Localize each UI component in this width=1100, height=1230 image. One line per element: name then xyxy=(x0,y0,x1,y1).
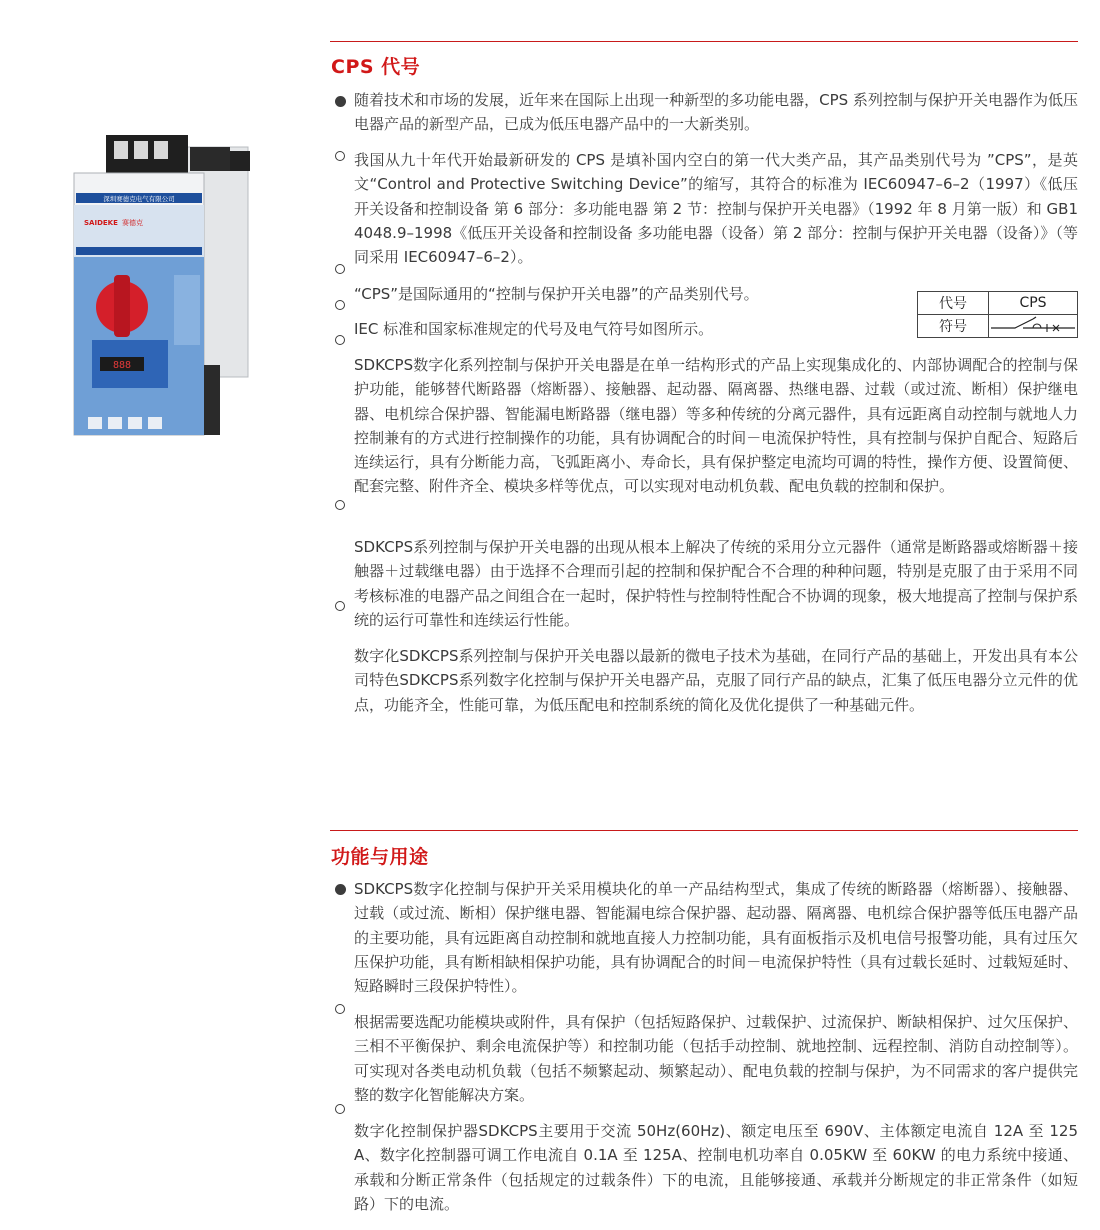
bullet-hollow-icon xyxy=(335,1104,345,1114)
bullet-hollow-icon xyxy=(335,264,345,274)
paragraph: 随着技术和市场的发展，近年来在国际上出现一种新型的多功能电器，CPS 系列控制与保护开关电器作为低压电器产品的新型产品，已成为低压电器产品中的一大新类别。 xyxy=(354,91,1078,134)
paragraph: 数字化控制保护器SDKCPS主要用于交流 50Hz(60Hz)、额定电压至 690V、主体额定电流自 12A 至 125A、数字化控制器可调工作电流自 0.1A 至 125A、控制电机功率自 0.05KW 至 60KW 的电力系统中接通、承载和分断正常条件（包括规定的过载条件）下的电流，且能够接通、承载并分断规定的非正常条件（如短路）下的电流。 xyxy=(354,1122,1078,1213)
electrical-symbol-icon xyxy=(989,315,1078,338)
paragraph: “CPS”是国际通用的“控制与保护开关电器”的产品类别代号。 xyxy=(354,285,759,303)
code-symbol-table xyxy=(917,291,1078,338)
table-value: CPS xyxy=(989,292,1078,315)
paragraph: SDKCPS系列控制与保护开关电器的出现从根本上解决了传统的采用分立元器件（通常是断路器或熔断器＋接触器＋过载继电器）由于选择不合理而引起的控制和保护配合不合理的种种问题，特别是克服了由于采用不同考核标准的电器产品之间组合在一起时，保护特性与控制特性配合不协调的现象，极大地提高了控制与保护系统的运行可靠性和连续运行性能。 xyxy=(354,538,1078,629)
paragraph: 数字化SDKCPS系列控制与保护开关电器以最新的微电子技术为基础，在同行产品的基础上，开发出具有本公司特色SDKCPS系列数字化控制与保护开关电器产品，克服了同行产品的缺点，汇集了低压电器分立元件的优点，功能齐全，性能可靠，为低压配电和控制系统的简化及优化提供了一种基础元件。 xyxy=(354,647,1078,714)
svg-text:888: 888 xyxy=(112,360,132,371)
bullet-hollow-icon xyxy=(335,601,345,611)
logo-text: SAIDEKE xyxy=(84,219,118,227)
paragraph: 我国从九十年代开始最新研发的 CPS 是填补国内空白的第一代大类产品，其产品类别代号为 ”CPS”，是英文“Control and Protective Switching Device”的缩写，其符合的标准为 IEC60947–6–2（1997）《低压开关设备和控制设备 第 6 部分：多功能电器 第 2 节：控制与保护开关电器》（1992 年 8 月第一版）和 GB14048.9–1998《低压开关设备和控制设备 多功能电器（设备）第 2 部分：控制与保护开关电器（设备）》（等同采用 IEC60947–6–2）。 xyxy=(354,151,1078,267)
bullet-hollow-icon xyxy=(335,335,345,345)
paragraph: 根据需要选配功能模块或附件，具有保护（包括短路保护、过载保护、过流保护、断缺相保护、过欠压保护、三相不平衡保护、剩余电流保护等）和控制功能（包括手动控制、就地控制、远程控制、消防自动控制等）。可实现对各类电动机负载（包括不频繁起动、频繁起动）、配电负载的控制与保护，为不同需求的客户提供完整的数字化智能解决方案。 xyxy=(354,1013,1078,1104)
bullet-hollow-icon xyxy=(335,500,345,510)
table-key: 符号 xyxy=(918,315,989,338)
paragraph: SDKCPS数字化控制与保护开关采用模块化的单一产品结构型式，集成了传统的断路器（熔断器）、接触器、过载（或过流、断相）保护继电器、智能漏电综合保护器、起动器、隔离器、电机综合保护器等低压电器产品的主要功能，具有远距离自动控制和就地直接人力控制功能，具有面板指示及机电信号报警功能，具有过压欠压保护功能，具有断相缺相保护功能，具有协调配合的时间－电流保护特性（具有过载长延时、过载短延时、短路瞬时三段保护特性）。 xyxy=(354,880,1078,996)
bullet-filled-icon xyxy=(335,884,346,895)
section-divider xyxy=(330,41,1078,42)
bullet-hollow-icon xyxy=(335,300,345,310)
product-image xyxy=(70,135,270,445)
brand-plate-text: 深圳赛德克电气有限公司 xyxy=(103,195,175,203)
bullet-hollow-icon xyxy=(335,1004,345,1014)
section-title: 功能与用途 xyxy=(331,846,429,868)
paragraph: IEC 标准和国家标准规定的代号及电气符号如图所示。 xyxy=(354,320,714,338)
paragraph: SDKCPS数字化系列控制与保护开关电器是在单一结构形式的产品上实现集成化的、内部协调配合的控制与保护功能，能够替代断路器（熔断器）、接触器、起动器、隔离器、热继电器、过载（或过流、断相）保护继电器、电机综合保护器、智能漏电断路器（继电器）等多种传统的分离元器件，具有远距离自动控制与就地人力控制兼有的方式进行控制操作的功能，具有协调配合的时间－电流保护特性，具有控制与保护自配合、短路后连续运行，具有分断能力高，飞弧距离小、寿命长，具有保护整定电流均可调的特性，操作方便、设置简便、配套完整、附件齐全、模块多样等优点，可以实现对电动机负载、配电负载的控制和保护。 xyxy=(354,356,1078,496)
section-title: CPS 代号 xyxy=(331,56,421,78)
bullet-hollow-icon xyxy=(335,151,345,161)
bullet-filled-icon xyxy=(335,96,346,107)
section-divider xyxy=(330,830,1078,831)
table-key: 代号 xyxy=(918,292,989,315)
svg-text:赛德克: 赛德克 xyxy=(122,219,143,227)
